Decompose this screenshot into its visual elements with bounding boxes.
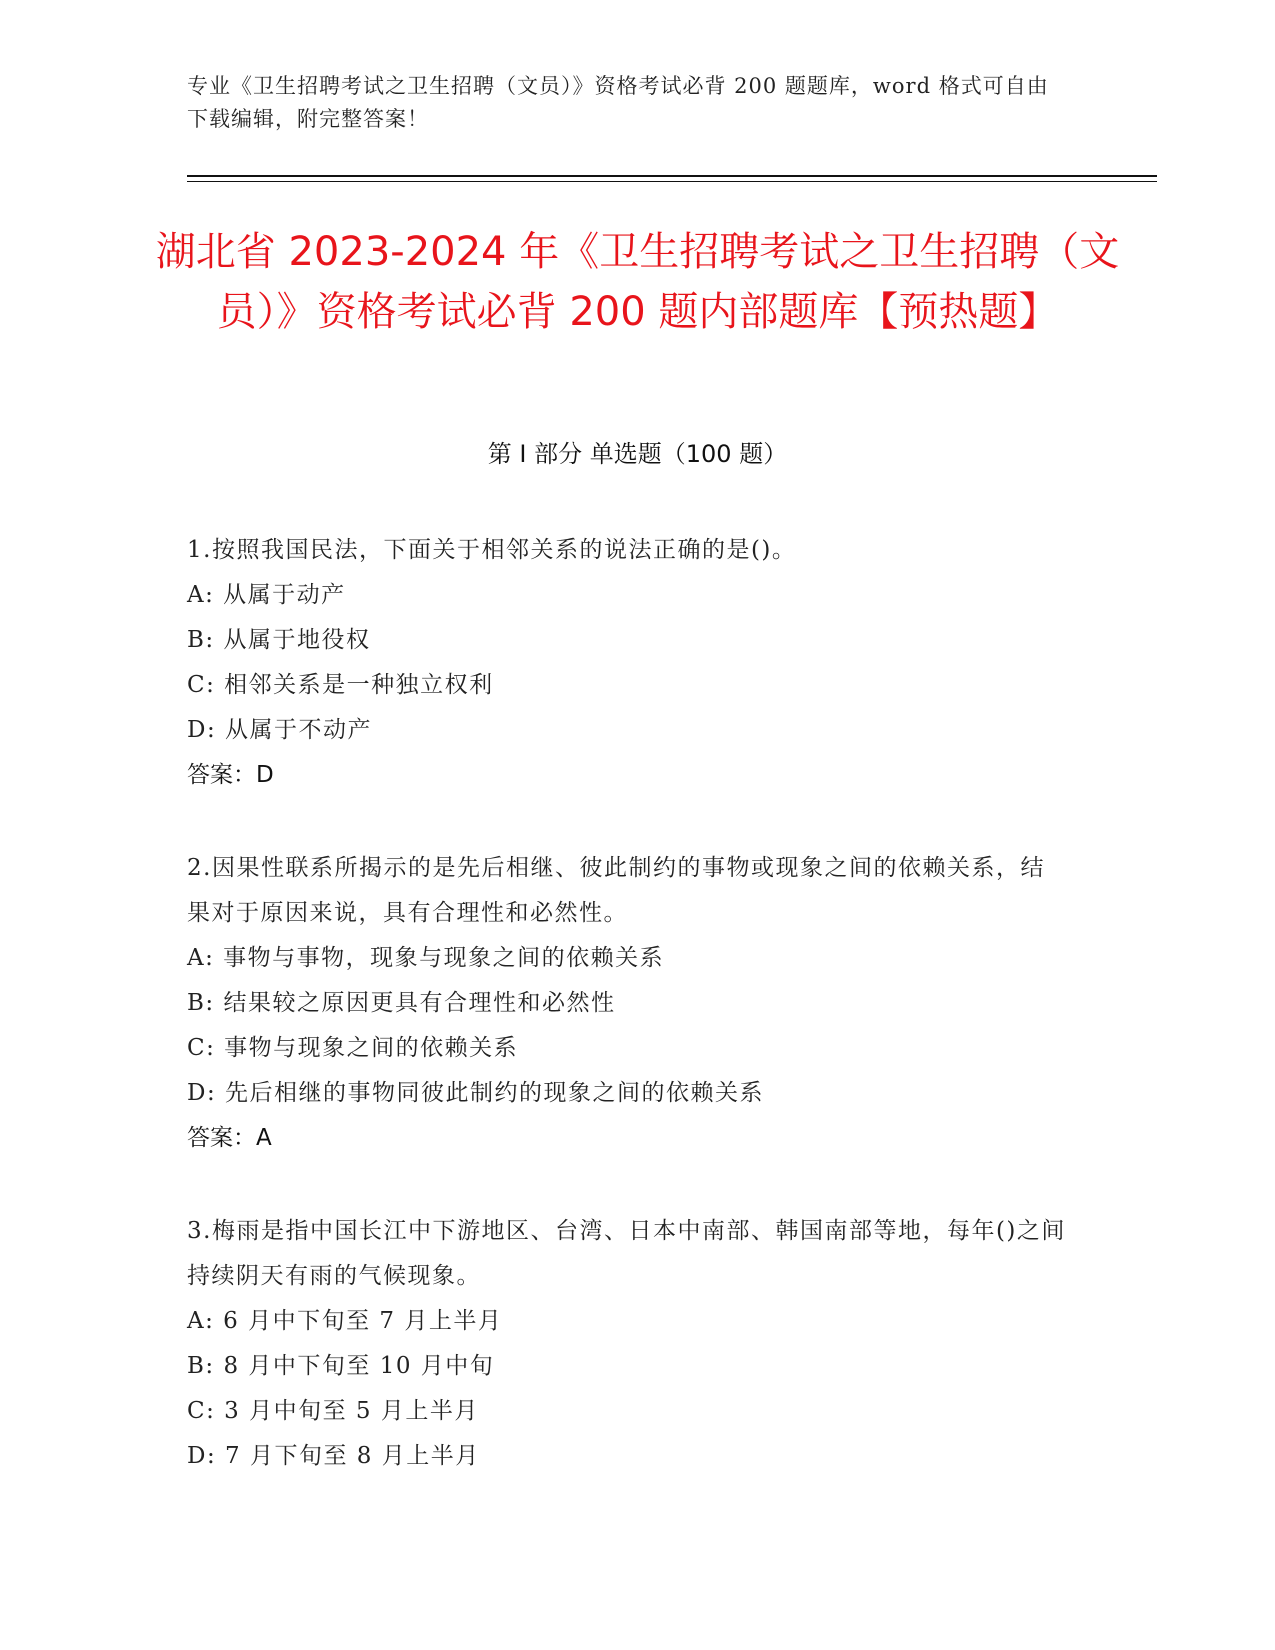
option-d: D: 从属于不动产 (187, 717, 373, 743)
question-1 (187, 528, 1067, 798)
option-c: C: 3 月中旬至 5 月上半月 (187, 1398, 479, 1424)
header-rule-thick (187, 175, 1157, 177)
question-stem: 2.因果性联系所揭示的是先后相继、彼此制约的事物或现象之间的依赖关系，结果对于原因来说，具有合理性和必然性。 (187, 855, 1045, 926)
question-3 (187, 1209, 1067, 1479)
option-d: D: 7 月下旬至 8 月上半月 (187, 1443, 480, 1469)
answer: 答案：A (187, 1125, 272, 1151)
option-a: A: 6 月中下旬至 7 月上半月 (187, 1308, 503, 1334)
option-d: D: 先后相继的事物同彼此制约的现象之间的依赖关系 (187, 1080, 765, 1106)
section-heading: 第 I 部分 单选题（100 题） (487, 440, 788, 468)
option-a: A: 从属于动产 (187, 582, 346, 608)
question-stem: 3.梅雨是指中国长江中下游地区、台湾、日本中南部、韩国南部等地，每年()之间持续阴天有雨的气候现象。 (187, 1218, 1066, 1289)
option-b: B: 8 月中下旬至 10 月中旬 (187, 1353, 495, 1379)
option-c: C: 相邻关系是一种独立权利 (187, 672, 494, 698)
header-rule-thin (187, 181, 1157, 182)
question-stem: 1.按照我国民法，下面关于相邻关系的说法正确的是()。 (187, 537, 797, 563)
option-c: C: 事物与现象之间的依赖关系 (187, 1035, 519, 1061)
option-b: B: 从属于地役权 (187, 627, 371, 653)
question-list (187, 528, 1067, 1527)
document-title: 湖北省 2023-2024 年《卫生招聘考试之卫生招聘（文员）》资格考试必背 200 题内部题库【预热题】 (155, 229, 1120, 335)
answer: 答案：D (187, 762, 274, 788)
option-a: A: 事物与事物，现象与现象之间的依赖关系 (187, 945, 665, 971)
intro-text: 专业《卫生招聘考试之卫生招聘（文员）》资格考试必背 200 题题库，word 格式可自由下载编辑，附完整答案！ (187, 74, 1049, 131)
option-b: B: 结果较之原因更具有合理性和必然性 (187, 990, 616, 1016)
question-2 (187, 846, 1067, 1161)
